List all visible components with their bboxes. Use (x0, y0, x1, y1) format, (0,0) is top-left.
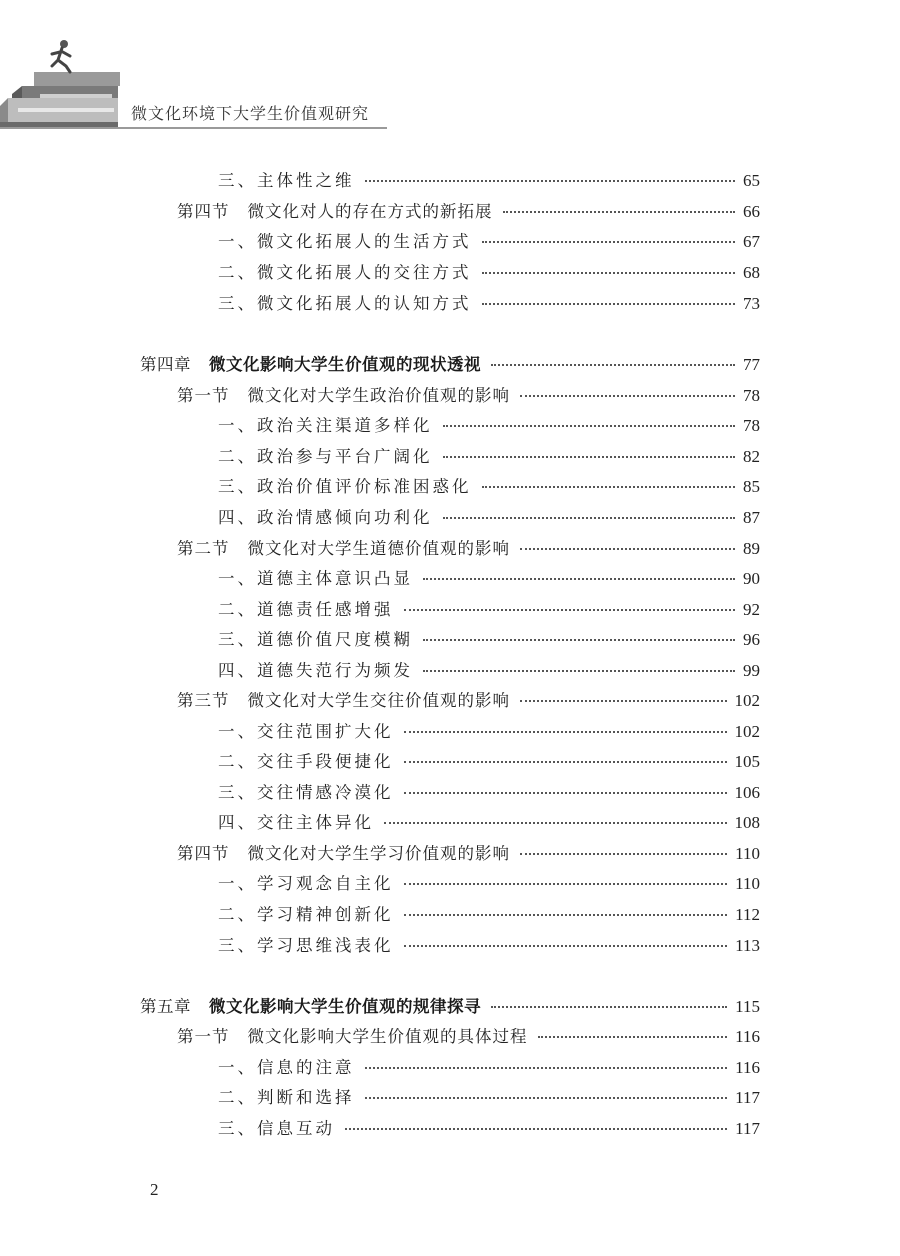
toc-entry-label (218, 412, 433, 436)
toc-dot-leader (365, 1097, 728, 1099)
header-divider (0, 127, 387, 129)
toc-entry-text: 学习观念自主化 (257, 874, 394, 893)
toc-entry-label (218, 809, 374, 833)
toc-entry-label (218, 473, 472, 497)
toc-entry-label (218, 657, 413, 681)
toc-dot-leader (423, 639, 735, 641)
toc-entry-page: 112 (735, 905, 760, 924)
toc-entry-page: 82 (743, 447, 760, 466)
toc-entry-prefix: 第一节 (177, 386, 230, 405)
toc-entry-prefix: 三、 (218, 477, 257, 496)
page-number: 2 (150, 1180, 159, 1199)
toc-entry-prefix: 二、 (218, 600, 257, 619)
toc-entry-prefix: 一、 (218, 416, 257, 435)
toc-entry-text: 微文化拓展人的生活方式 (257, 232, 472, 251)
toc-section-entry[interactable] (177, 687, 760, 713)
toc-entry-page: 105 (734, 752, 760, 771)
toc-dot-leader (404, 609, 736, 611)
toc-dot-leader (491, 1006, 727, 1008)
toc-entry-page: 96 (743, 630, 760, 649)
toc-entry-page: 78 (743, 416, 760, 435)
toc-entry-text: 判断和选择 (257, 1088, 355, 1107)
toc-entry-text: 微文化对大学生道德价值观的影响 (247, 539, 510, 558)
toc-entry-page: 90 (743, 569, 760, 588)
toc-entry-prefix: 二、 (218, 263, 257, 282)
toc-entry-page: 73 (743, 294, 760, 313)
toc-entry-prefix: 四、 (218, 661, 257, 680)
toc-entry-text: 信息的注意 (257, 1058, 355, 1077)
toc-entry-label (218, 1084, 355, 1108)
toc-item-entry[interactable] (218, 932, 760, 958)
toc-entry-prefix: 第四节 (177, 202, 230, 221)
toc-item-entry[interactable] (218, 565, 760, 591)
toc-entry-text: 政治价值评价标准困惑化 (257, 477, 472, 496)
toc-item-entry[interactable] (218, 809, 760, 835)
toc-item-entry[interactable] (218, 901, 760, 927)
toc-entry-prefix: 一、 (218, 722, 257, 741)
toc-entry-page: 89 (743, 539, 760, 558)
toc-entry-page: 87 (743, 508, 760, 527)
toc-dot-leader (503, 211, 736, 213)
running-header (0, 0, 900, 140)
toc-entry-prefix: 三、 (218, 171, 257, 190)
toc-entry-prefix: 一、 (218, 1058, 257, 1077)
toc-dot-leader (482, 241, 736, 243)
toc-section-entry[interactable] (177, 198, 760, 224)
toc-item-entry[interactable] (218, 626, 760, 652)
toc-dot-leader (443, 517, 736, 519)
toc-entry-page: 92 (743, 600, 760, 619)
toc-entry-label (218, 504, 433, 528)
toc-dot-leader (365, 180, 736, 182)
toc-entry-text: 交往情感冷漠化 (257, 783, 394, 802)
toc-entry-page: 67 (743, 232, 760, 251)
toc-entry-text: 微文化影响大学生价值观的规律探寻 (209, 997, 481, 1016)
toc-entry-label (177, 198, 493, 222)
toc-entry-text: 交往主体异化 (257, 813, 374, 832)
toc-dot-leader (482, 303, 736, 305)
toc-entry-prefix: 二、 (218, 447, 257, 466)
toc-entry-prefix: 三、 (218, 1119, 257, 1138)
toc-entry-prefix: 三、 (218, 630, 257, 649)
toc-dot-leader (443, 456, 736, 458)
toc-entry-prefix: 四、 (218, 813, 257, 832)
toc-item-entry[interactable] (218, 870, 760, 896)
toc-item-entry[interactable] (218, 718, 760, 744)
toc-item-entry[interactable] (218, 657, 760, 683)
toc-dot-leader (443, 425, 736, 427)
toc-entry-page: 113 (735, 936, 760, 955)
toc-section-entry[interactable] (177, 840, 760, 866)
toc-entry-page: 110 (735, 874, 760, 893)
toc-entry-prefix: 三、 (218, 936, 257, 955)
toc-item-entry[interactable] (218, 412, 760, 438)
toc-item-entry[interactable] (218, 1054, 760, 1080)
toc-entry-label (177, 382, 510, 406)
toc-item-entry[interactable] (218, 167, 760, 193)
toc-entry-prefix: 第五章 (140, 997, 191, 1016)
toc-entry-label (218, 565, 413, 589)
toc-entry-page: 77 (743, 355, 760, 374)
toc-item-entry[interactable] (218, 228, 760, 254)
toc-item-entry[interactable] (218, 473, 760, 499)
toc-entry-label (218, 932, 394, 956)
toc-dot-leader (345, 1128, 727, 1130)
toc-entry-page: 116 (735, 1058, 760, 1077)
toc-section-entry[interactable] (177, 535, 760, 561)
toc-entry-text: 政治情感倾向功利化 (257, 508, 433, 527)
toc-entry-label (218, 1054, 355, 1078)
toc-entry-page: 110 (735, 844, 760, 863)
toc-entry-text: 道德责任感增强 (257, 600, 394, 619)
toc-entry-page: 65 (743, 171, 760, 190)
toc-dot-leader (404, 914, 728, 916)
toc-dot-leader (520, 548, 735, 550)
toc-entry-text: 微文化对人的存在方式的新拓展 (247, 202, 493, 221)
toc-entry-text: 微文化对大学生学习价值观的影响 (247, 844, 510, 863)
toc-entry-text: 微文化拓展人的认知方式 (257, 294, 472, 313)
toc-entry-prefix: 第三节 (177, 691, 230, 710)
toc-entry-page: 116 (735, 1027, 760, 1046)
toc-entry-prefix: 三、 (218, 294, 257, 313)
toc-entry-label (140, 351, 481, 375)
toc-entry-text: 微文化拓展人的交往方式 (257, 263, 472, 282)
toc-entry-page: 66 (743, 202, 760, 221)
toc-entry-prefix: 第四章 (140, 355, 191, 374)
toc-entry-page: 68 (743, 263, 760, 282)
toc-dot-leader (404, 945, 728, 947)
toc-entry-prefix: 第二节 (177, 539, 230, 558)
toc-entry-text: 微文化影响大学生价值观的现状透视 (209, 355, 481, 374)
toc-dot-leader (482, 272, 736, 274)
toc-item-entry[interactable] (218, 1115, 760, 1141)
toc-dot-leader (520, 700, 727, 702)
toc-dot-leader (423, 670, 735, 672)
toc-entry-page: 99 (743, 661, 760, 680)
toc-entry-page: 102 (734, 722, 760, 741)
toc-entry-page: 102 (734, 691, 760, 710)
toc-entry-label (218, 779, 394, 803)
toc-entry-label (177, 1023, 528, 1047)
toc-item-entry[interactable] (218, 748, 760, 774)
toc-entry-prefix: 一、 (218, 232, 257, 251)
toc-entry-page: 78 (743, 386, 760, 405)
toc-dot-leader (491, 364, 735, 366)
toc-item-entry[interactable] (218, 504, 760, 530)
toc-dot-leader (423, 578, 735, 580)
toc-entry-page: 117 (735, 1119, 760, 1138)
toc-entry-text: 学习精神创新化 (257, 905, 394, 924)
toc-chapter-entry[interactable] (140, 993, 760, 1019)
toc-item-entry[interactable] (218, 259, 760, 285)
toc-entry-text: 政治参与平台广阔化 (257, 447, 433, 466)
toc-entry-label (177, 535, 510, 559)
toc-entry-page: 108 (734, 813, 760, 832)
toc-entry-label (218, 290, 472, 314)
toc-entry-text: 道德失范行为频发 (257, 661, 413, 680)
toc-dot-leader (404, 792, 727, 794)
toc-entry-page: 115 (735, 997, 760, 1016)
toc-entry-label (218, 1115, 335, 1139)
toc-item-entry[interactable] (218, 1084, 760, 1110)
toc-entry-text: 学习思维浅表化 (257, 936, 394, 955)
toc-entry-prefix: 一、 (218, 569, 257, 588)
toc-item-entry[interactable] (218, 779, 760, 805)
toc-entry-text: 交往范围扩大化 (257, 722, 394, 741)
toc-entry-label (177, 840, 510, 864)
toc-section-entry[interactable] (177, 1023, 760, 1049)
toc-entry-text: 微文化对大学生政治价值观的影响 (247, 386, 510, 405)
toc-entry-label (177, 687, 510, 711)
toc-entry-label (218, 259, 472, 283)
toc-entry-text: 道德主体意识凸显 (257, 569, 413, 588)
toc-item-entry[interactable] (218, 596, 760, 622)
toc-entry-prefix: 第四节 (177, 844, 230, 863)
toc-section-entry[interactable] (177, 382, 760, 408)
toc-entry-label (218, 443, 433, 467)
toc-entry-prefix: 二、 (218, 752, 257, 771)
book-title: 微文化环境下大学生价值观研究 (131, 104, 370, 123)
toc-entry-page: 106 (734, 783, 760, 802)
toc-entry-page: 117 (735, 1088, 760, 1107)
toc-entry-text: 道德价值尺度模糊 (257, 630, 413, 649)
toc-entry-label (218, 748, 394, 772)
toc-entry-text: 信息互动 (257, 1119, 335, 1138)
toc-entry-text: 主体性之维 (257, 171, 355, 190)
toc-entry-text: 微文化影响大学生价值观的具体过程 (247, 1027, 528, 1046)
toc-dot-leader (520, 853, 727, 855)
toc-dot-leader (404, 731, 727, 733)
toc-entry-text: 政治关注渠道多样化 (257, 416, 433, 435)
toc-entry-prefix: 二、 (218, 1088, 257, 1107)
toc-chapter-entry[interactable] (140, 351, 760, 377)
toc-entry-page: 85 (743, 477, 760, 496)
toc-dot-leader (482, 486, 736, 488)
toc-entry-label (218, 596, 394, 620)
toc-dot-leader (520, 395, 735, 397)
toc-entry-label (218, 718, 394, 742)
toc-dot-leader (384, 822, 727, 824)
toc-entry-prefix: 一、 (218, 874, 257, 893)
toc-entry-label (140, 993, 481, 1017)
toc-entry-prefix: 二、 (218, 905, 257, 924)
toc-entry-prefix: 四、 (218, 508, 257, 527)
toc-dot-leader (365, 1067, 728, 1069)
toc-entry-label (218, 901, 394, 925)
toc-entry-prefix: 三、 (218, 783, 257, 802)
toc-dot-leader (404, 883, 728, 885)
toc-entry-text: 交往手段便捷化 (257, 752, 394, 771)
toc-entry-prefix: 第一节 (177, 1027, 230, 1046)
toc-entry-label (218, 626, 413, 650)
toc-entry-label (218, 228, 472, 252)
toc-entry-text: 微文化对大学生交往价值观的影响 (247, 691, 510, 710)
toc-entry-label (218, 870, 394, 894)
toc-item-entry[interactable] (218, 290, 760, 316)
toc-dot-leader (404, 761, 727, 763)
stacked-books-runner-icon (0, 36, 150, 132)
toc-entry-label (218, 167, 355, 191)
toc-dot-leader (538, 1036, 728, 1038)
toc-item-entry[interactable] (218, 443, 760, 469)
